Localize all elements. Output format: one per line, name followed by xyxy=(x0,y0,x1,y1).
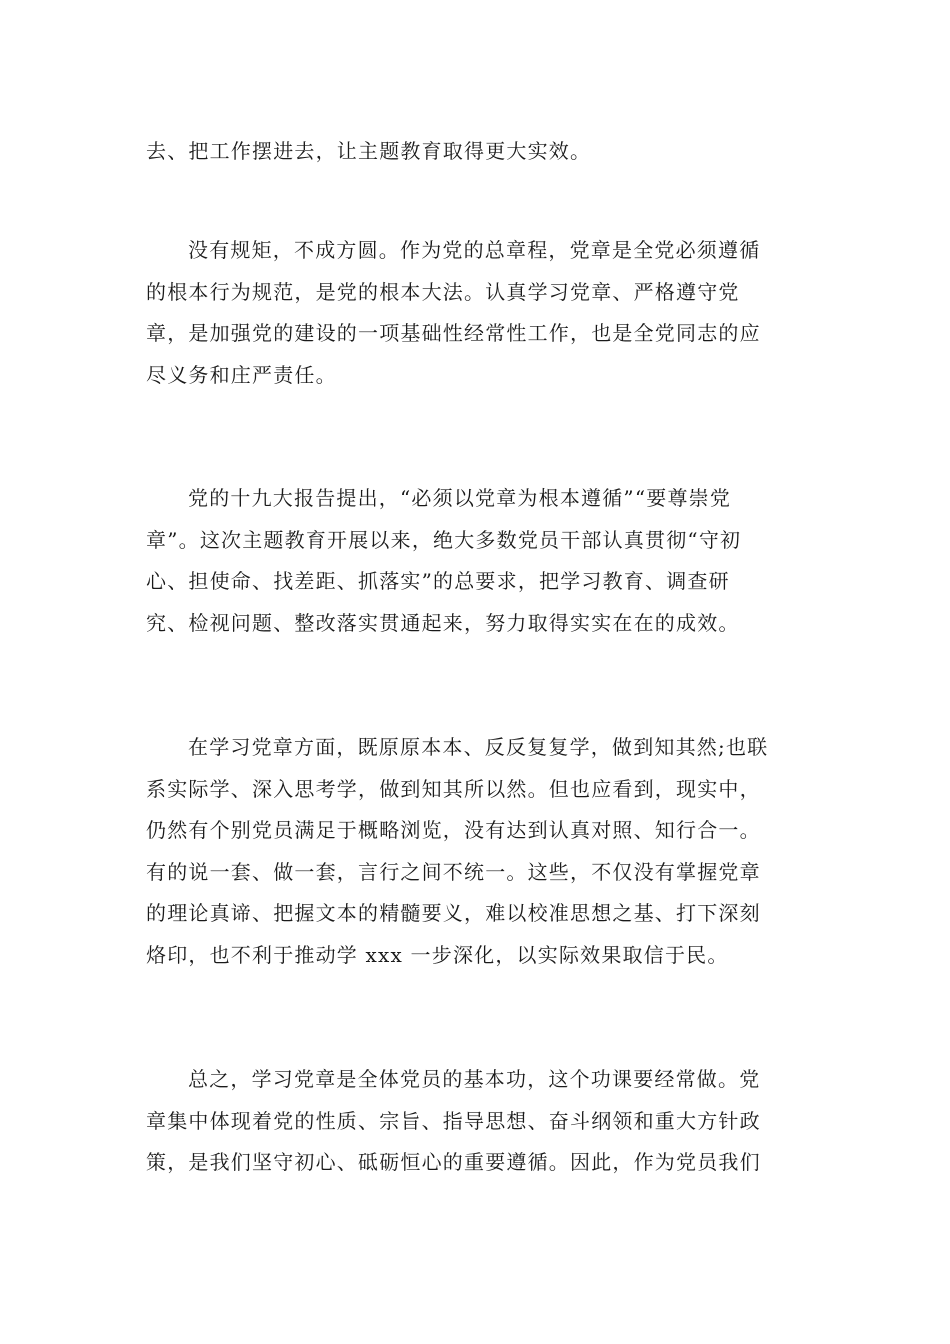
text-line: 系实际学、深入思考学，做到知其所以然。但也应看到，现实中， xyxy=(146,776,761,801)
text-line: 有的说一套、做一套，言行之间不统一。这些，不仅没有掌握党章 xyxy=(146,859,761,884)
paragraph-5 xyxy=(146,1059,806,1184)
text-line: 没有规矩，不成方圆。作为党的总章程，党章是全党必须遵循 xyxy=(188,238,761,262)
text-line: 章，是加强党的建设的一项基础性经常性工作，也是全党同志的应 xyxy=(146,321,761,345)
text-line: 尽义务和庄严责任。 xyxy=(146,362,337,387)
text-line: 去、把工作摆进去，让主题教育取得更大实效。 xyxy=(146,139,592,163)
paragraph-3 xyxy=(146,478,806,644)
text-line: 仍然有个别党员满足于概略浏览，没有达到认真对照、知行合一。 xyxy=(146,818,761,842)
text-line: 心、担使命、找差距、抓落实”的总要求，把学习教育、调查研 xyxy=(146,569,730,593)
text-line: 烙印，也不利于推动学 xxx 一步深化，以实际效果取信于民。 xyxy=(146,942,729,967)
text-line: 的理论真谛、把握文本的精髓要义，难以校准思想之基、打下深刻 xyxy=(146,901,761,925)
paragraph-4 xyxy=(146,727,806,976)
text-line: 的根本行为规范，是党的根本大法。认真学习党章、严格遵守党 xyxy=(146,279,740,304)
text-line: 党的十九大报告提出，“必须以党章为根本遵循”“要尊崇党 xyxy=(188,486,732,510)
text-line: 总之，学习党章是全体党员的基本功，这个功课要经常做。党 xyxy=(188,1067,761,1091)
paragraph-1 xyxy=(146,131,806,173)
text-line: 章集中体现着党的性质、宗旨、指导思想、奋斗纲领和重大方针政 xyxy=(146,1108,761,1133)
text-line: 策，是我们坚守初心、砥砺恒心的重要遵循。因此，作为党员我们 xyxy=(146,1150,761,1174)
text-line: 在学习党章方面，既原原本本、反反复复学，做到知其然;也联 xyxy=(188,735,769,759)
text-line: 究、检视问题、整改落实贯通起来，努力取得实实在在的成效。 xyxy=(146,610,740,635)
paragraph-2 xyxy=(146,230,806,396)
text-line: 章”。这次主题教育开展以来，绝大多数党员干部认真贯彻“守初 xyxy=(146,527,742,552)
